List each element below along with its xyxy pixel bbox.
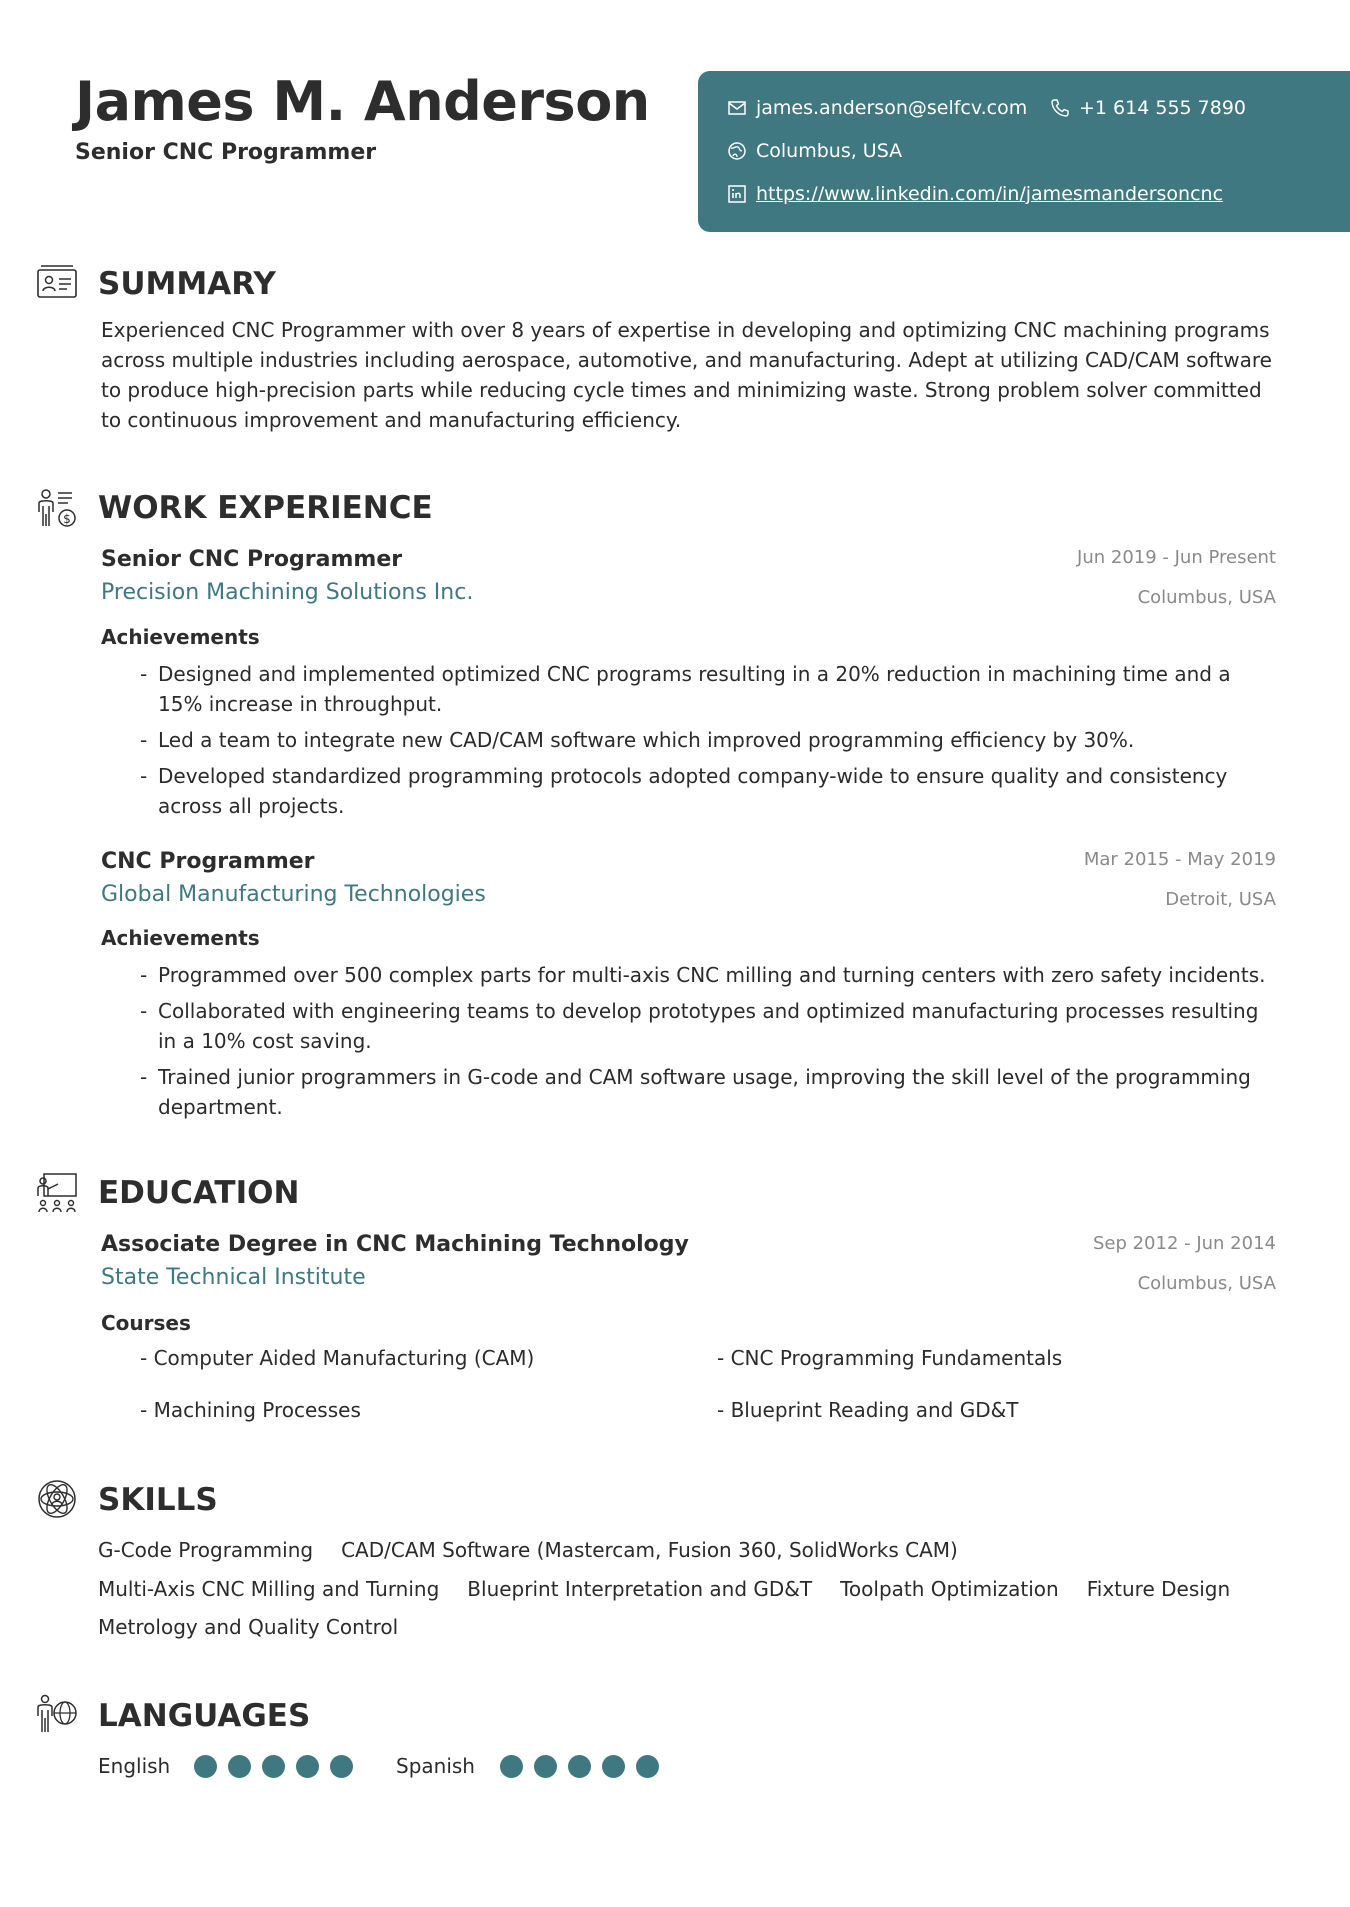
school-name: State Technical Institute: [101, 1265, 366, 1290]
skills-row: [98, 1615, 426, 1639]
worker-dollar-icon: [36, 488, 78, 530]
skill-tag: G-Code Programming: [98, 1538, 314, 1562]
achievements-list: [140, 960, 1270, 1128]
contact-location: [727, 140, 902, 162]
svg-text:$: $: [63, 512, 71, 526]
job-dates: Mar 2015 - May 2019: [1083, 849, 1276, 870]
skills-row: [98, 1538, 986, 1562]
list-item: - Trained junior programmers in G-code and CAM software usage, improving the skill level of the programming department.: [140, 1062, 1270, 1122]
phone-icon: [1050, 98, 1070, 118]
skill-tag: Blueprint Interpretation and GD&T: [467, 1577, 813, 1601]
job-company: Global Manufacturing Technologies: [101, 882, 486, 907]
language-level: [500, 1755, 670, 1778]
level-dot: [330, 1755, 353, 1778]
language-name: Spanish: [396, 1754, 475, 1778]
achievements-list: [140, 659, 1270, 827]
atom-icon: [36, 1478, 78, 1520]
contact-email[interactable]: [727, 97, 1027, 119]
mail-icon: [727, 98, 747, 118]
linkedin-icon: [727, 184, 747, 204]
language-level: [194, 1755, 364, 1778]
course-item: - CNC Programming Fundamentals: [717, 1346, 1063, 1370]
course-item: - Blueprint Reading and GD&T: [717, 1398, 1019, 1422]
level-dot: [636, 1755, 659, 1778]
location-text: Columbus, USA: [756, 140, 903, 162]
achievements-heading: Achievements: [101, 625, 260, 649]
candidate-name: James M. Anderson: [75, 70, 650, 133]
linkedin-link[interactable]: https://www.linkedin.com/in/jamesmandersoncnc: [756, 183, 1224, 205]
profile-card-icon: [36, 262, 78, 304]
list-item: - Developed standardized programming protocols adopted company-wide to ensure quality and consistency across all projects.: [140, 761, 1270, 821]
skill-tag: Multi-Axis CNC Milling and Turning: [98, 1577, 440, 1601]
globe-icon: [727, 141, 747, 161]
level-dot: [228, 1755, 251, 1778]
list-item: - Led a team to integrate new CAD/CAM software which improved programming efficiency by 30%.: [140, 725, 1270, 755]
skills-row: [98, 1577, 1258, 1601]
education-location: Columbus, USA: [1137, 1273, 1276, 1294]
courses-heading: Courses: [101, 1311, 191, 1335]
level-dot: [602, 1755, 625, 1778]
summary-title: SUMMARY: [98, 266, 276, 302]
job-title: CNC Programmer: [101, 849, 315, 874]
course-item: - Machining Processes: [140, 1398, 361, 1422]
candidate-role: Senior CNC Programmer: [75, 140, 377, 165]
contact-panel: [698, 71, 1350, 232]
level-dot: [568, 1755, 591, 1778]
course-item: - Computer Aided Manufacturing (CAM): [140, 1346, 535, 1370]
phone-text: +1 614 555 7890: [1079, 97, 1247, 119]
job-location: Detroit, USA: [1165, 889, 1276, 910]
person-globe-icon: [36, 1694, 78, 1736]
level-dot: [534, 1755, 557, 1778]
job-location: Columbus, USA: [1137, 587, 1276, 608]
level-dot: [296, 1755, 319, 1778]
contact-linkedin[interactable]: [727, 183, 1223, 205]
skills-title: SKILLS: [98, 1482, 218, 1518]
level-dot: [194, 1755, 217, 1778]
education-dates: Sep 2012 - Jun 2014: [1092, 1233, 1276, 1254]
skill-tag: Toolpath Optimization: [840, 1577, 1059, 1601]
education-title: EDUCATION: [98, 1175, 300, 1211]
language-name: English: [98, 1754, 171, 1778]
email-text: james.anderson@selfcv.com: [756, 97, 1028, 119]
skill-tag: Metrology and Quality Control: [98, 1615, 399, 1639]
job-dates: Jun 2019 - Jun Present: [1077, 547, 1276, 568]
classroom-icon: [36, 1172, 78, 1214]
list-item: - Collaborated with engineering teams to develop prototypes and optimized manufacturing processes resulting in a 10% cost saving.: [140, 996, 1270, 1056]
summary-text: Experienced CNC Programmer with over 8 years of expertise in developing and optimizing CNC machining programs across multiple industries including aerospace, automotive, and manufacturing. Adept at utilizing CAD/CAM software to produce high-precision parts while reducing cycle times and minimizing waste. Strong problem solver committed to continuous improvement and manufacturing efficiency.: [101, 318, 1272, 432]
level-dot: [500, 1755, 523, 1778]
languages-title: LANGUAGES: [98, 1698, 311, 1734]
skill-tag: Fixture Design: [1086, 1577, 1231, 1601]
job-company: Precision Machining Solutions Inc.: [101, 580, 474, 605]
job-title: Senior CNC Programmer: [101, 547, 403, 572]
level-dot: [262, 1755, 285, 1778]
work-title: WORK EXPERIENCE: [98, 490, 433, 526]
list-item: - Designed and implemented optimized CNC programs resulting in a 20% reduction in machining time and a 15% increase in throughput.: [140, 659, 1270, 719]
list-item: - Programmed over 500 complex parts for multi-axis CNC milling and turning centers with zero safety incidents.: [140, 960, 1270, 990]
achievements-heading: Achievements: [101, 926, 260, 950]
degree-title: Associate Degree in CNC Machining Technology: [101, 1232, 689, 1257]
contact-phone[interactable]: [1050, 97, 1246, 119]
skill-tag: CAD/CAM Software (Mastercam, Fusion 360, SolidWorks CAM): [341, 1538, 958, 1562]
